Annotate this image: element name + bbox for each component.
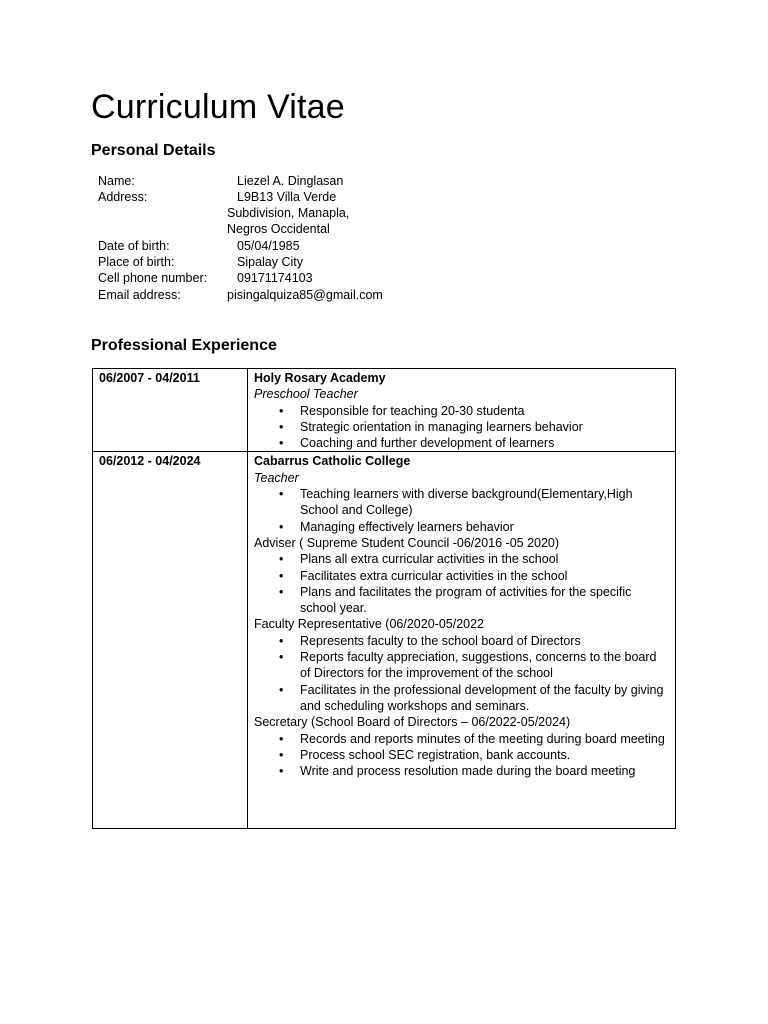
- duty-item: • Managing effectively learners behavior: [300, 519, 669, 535]
- email-value: pisingalquiza85@gmail.com: [227, 288, 383, 302]
- employer-name: Cabarrus Catholic College: [254, 454, 411, 469]
- address-line-1: L9B13 Villa Verde: [237, 190, 337, 204]
- duty-item: • Strategic orientation in managing learners behavior: [300, 419, 669, 435]
- address-line-3: Negros Occidental: [227, 222, 330, 236]
- duty-item: • Plans all extra curricular activities in the school: [300, 551, 669, 567]
- document-title: Curriculum Vitae: [91, 88, 345, 126]
- duty-item: • Process school SEC registration, bank accounts.: [300, 747, 669, 763]
- job-title: Preschool Teacher: [254, 387, 358, 402]
- dob-label: Date of birth:: [98, 239, 170, 253]
- address-label: Address:: [98, 190, 148, 204]
- duty-item: • Coaching and further development of learners: [300, 435, 669, 451]
- duty-item: • Facilitates extra curricular activities in the school: [300, 568, 669, 584]
- email-label: Email address:: [98, 288, 181, 302]
- dob-value: 05/04/1985: [237, 239, 300, 253]
- name-value: Liezel A. Dinglasan: [237, 174, 344, 188]
- personal-details-heading: Personal Details: [91, 142, 216, 159]
- employer-name: Holy Rosary Academy: [254, 371, 386, 385]
- role-heading: Faculty Representative (06/2020-05/2022: [254, 617, 485, 632]
- duty-item: • Facilitates in the professional development of the faculty by giving and scheduling workshops and seminars.: [300, 682, 669, 715]
- experience-table: [92, 368, 676, 829]
- duty-item: • Teaching learners with diverse background(Elementary,High School and College): [300, 486, 669, 519]
- duties-list: [254, 486, 669, 535]
- duty-item: • Reports faculty appreciation, suggestions, concerns to the board of Directors for the improvement of the school: [300, 649, 669, 682]
- phone-value: 09171174103: [237, 271, 313, 285]
- experience-dates: 06/2012 - 04/2024: [93, 452, 248, 829]
- experience-row: [93, 369, 676, 452]
- duty-item: • Write and process resolution made during the board meeting: [300, 763, 669, 779]
- job-title: Teacher: [254, 470, 299, 485]
- duty-item: • Responsible for teaching 20-30 studenta: [300, 403, 669, 419]
- duties-list: [254, 403, 669, 452]
- phone-label: Cell phone number:: [98, 271, 208, 285]
- duty-item: • Records and reports minutes of the meeting during board meeting: [300, 731, 669, 747]
- role-heading: Adviser ( Supreme Student Council -06/2016 -05 2020): [254, 535, 560, 550]
- name-label: Name:: [98, 174, 135, 188]
- duties-list: [254, 633, 669, 714]
- experience-row: [93, 452, 676, 829]
- experience-details: [248, 369, 676, 452]
- experience-details: [248, 452, 676, 829]
- pob-value: Sipalay City: [237, 255, 303, 269]
- duty-item: • Plans and facilitates the program of activities for the specific school year.: [300, 584, 669, 617]
- professional-experience-heading: Professional Experience: [91, 337, 277, 354]
- address-line-2: Subdivision, Manapla,: [227, 206, 350, 220]
- duty-item: • Represents faculty to the school board of Directors: [300, 633, 669, 649]
- experience-dates: 06/2007 - 04/2011: [93, 369, 248, 452]
- pob-label: Place of birth:: [98, 255, 175, 269]
- role-heading: Secretary (School Board of Directors – 06/2022-05/2024): [254, 715, 571, 730]
- duties-list: [254, 551, 669, 616]
- duties-list: [254, 731, 669, 780]
